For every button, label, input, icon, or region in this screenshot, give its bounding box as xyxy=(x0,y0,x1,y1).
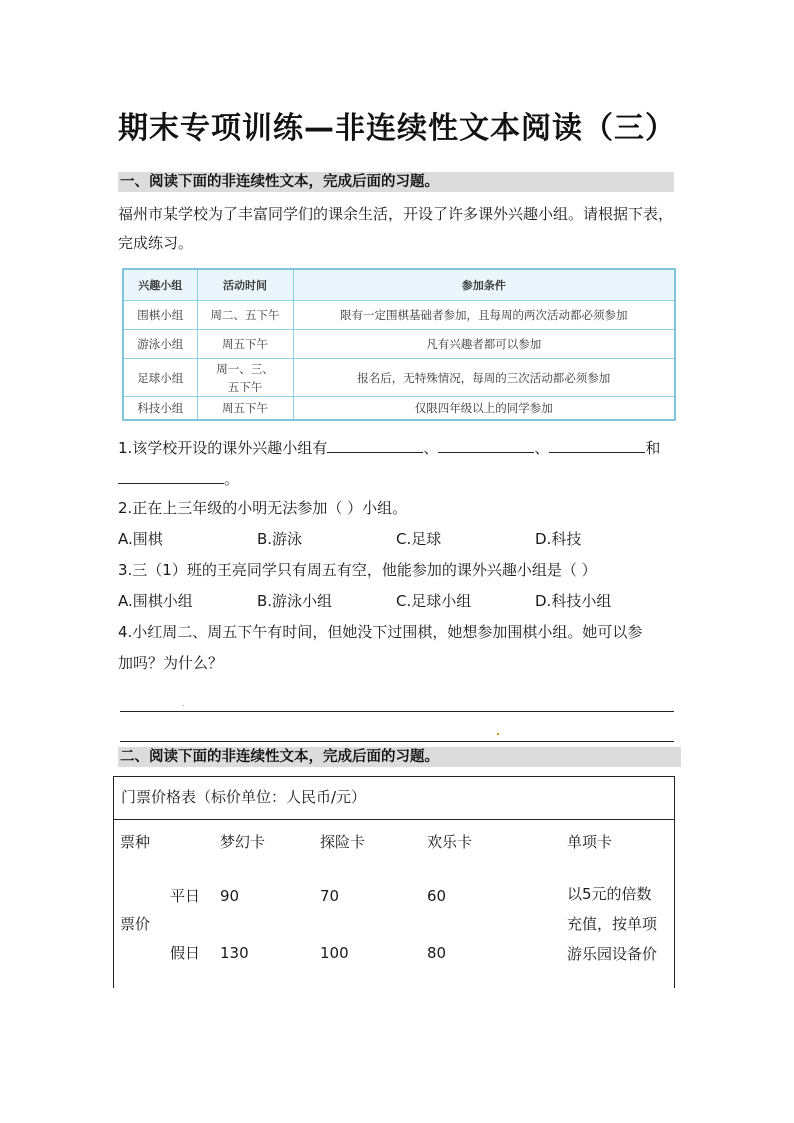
single-card-note: 以5元的倍数 xyxy=(567,885,652,903)
price-cell: 90 xyxy=(220,887,240,905)
price-cell: 70 xyxy=(320,887,340,905)
conjunction: 和 xyxy=(645,439,661,457)
table-cell: 周五下午 xyxy=(197,397,293,420)
option-a[interactable]: A.围棋小组 xyxy=(118,592,193,610)
question-1-text: 1.该学校开设的课外兴趣小组有 xyxy=(118,439,328,457)
table-row xyxy=(123,330,675,359)
table-cell: 科技小组 xyxy=(123,397,197,420)
table-cell: 周一、三、五下午 xyxy=(197,359,293,397)
option-d[interactable]: D.科技小组 xyxy=(535,592,612,610)
section-1-heading: 一、阅读下面的非连续性文本，完成后面的习题。 xyxy=(118,172,674,192)
question-4-cont: 加吗？为什么？ xyxy=(118,654,224,672)
separator: 、 xyxy=(423,439,439,457)
price-cell: 60 xyxy=(427,887,447,905)
table-cell: 报名后，无特殊情况，每周的三次活动都必须参加 xyxy=(293,359,675,397)
ticket-type-label: 票种 xyxy=(120,833,151,851)
table-header-cell: 参加条件 xyxy=(293,269,675,301)
table-cell: 游泳小组 xyxy=(123,330,197,359)
table-header-row xyxy=(123,269,675,301)
price-cell: 80 xyxy=(427,944,447,962)
table-cell: 凡有兴趣者都可以参加 xyxy=(293,330,675,359)
answer-line[interactable] xyxy=(120,711,674,712)
question-2: 2.正在上三年级的小明无法参加（ ）小组。 xyxy=(118,499,408,517)
weekday-label: 平日 xyxy=(170,887,201,905)
option-c[interactable]: C.足球小组 xyxy=(396,592,472,610)
section-1-intro: 福州市某学校为了丰富同学们的课余生活，开设了许多课外兴趣小组。请根据下表，完成练习。 xyxy=(118,205,674,252)
option-d[interactable]: D.科技 xyxy=(535,530,582,548)
question-4: 4.小红周二、周五下午有时间，但她没下过围棋，她想参加围棋小组。她可以参 xyxy=(118,623,643,641)
answer-blank[interactable] xyxy=(438,436,534,453)
speck xyxy=(497,733,499,735)
price-cell: 130 xyxy=(220,944,249,962)
card-dream: 梦幻卡 xyxy=(220,833,266,851)
card-adventure: 探险卡 xyxy=(320,833,366,851)
price-table-caption-cell xyxy=(113,776,675,820)
table-border-right xyxy=(674,820,675,988)
section-2-heading: 二、阅读下面的非连续性文本，完成后面的习题。 xyxy=(118,747,681,767)
holiday-label: 假日 xyxy=(170,944,201,962)
card-joy: 欢乐卡 xyxy=(427,833,473,851)
table-cell: 足球小组 xyxy=(123,359,197,397)
option-b[interactable]: B.游泳小组 xyxy=(257,592,333,610)
table-row xyxy=(123,397,675,420)
question-1 xyxy=(118,436,660,458)
table-cell: 仅限四年级以上的同学参加 xyxy=(293,397,675,420)
answer-blank[interactable] xyxy=(327,436,423,453)
question-3: 3.三（1）班的王亮同学只有周五有空，他能参加的课外兴趣小组是（ ） xyxy=(118,561,597,579)
table-header-cell: 活动时间 xyxy=(197,269,293,301)
answer-line[interactable] xyxy=(120,741,674,742)
question-1-cont xyxy=(118,467,239,489)
price-row-label: 票价 xyxy=(120,915,151,933)
single-card-note: 游乐园设备价 xyxy=(567,945,658,963)
table-cell: 周五下午 xyxy=(197,330,293,359)
table-border-left xyxy=(113,820,114,988)
single-card-note: 充值，按单项 xyxy=(567,915,658,933)
period: 。 xyxy=(224,470,240,488)
option-a[interactable]: A.围棋 xyxy=(118,530,163,548)
table-row xyxy=(123,301,675,330)
page-title: 期末专项训练—非连续性文本阅读（三） xyxy=(118,111,676,146)
price-table-caption: 门票价格表（标价单位：人民币/元） xyxy=(121,788,367,806)
table-cell: 限有一定围棋基础者参加，且每周的两次活动都必须参加 xyxy=(293,301,675,330)
answer-blank[interactable] xyxy=(118,467,224,484)
table-header-cell: 兴趣小组 xyxy=(123,269,197,301)
interest-group-table xyxy=(122,268,676,421)
option-b[interactable]: B.游泳 xyxy=(257,530,303,548)
table-cell: 围棋小组 xyxy=(123,301,197,330)
card-single: 单项卡 xyxy=(567,833,613,851)
option-c[interactable]: C.足球 xyxy=(396,530,442,548)
speck xyxy=(183,705,184,706)
separator: 、 xyxy=(534,439,550,457)
table-cell: 周二、五下午 xyxy=(197,301,293,330)
table-row xyxy=(123,359,675,397)
answer-blank[interactable] xyxy=(549,436,645,453)
price-cell: 100 xyxy=(320,944,349,962)
